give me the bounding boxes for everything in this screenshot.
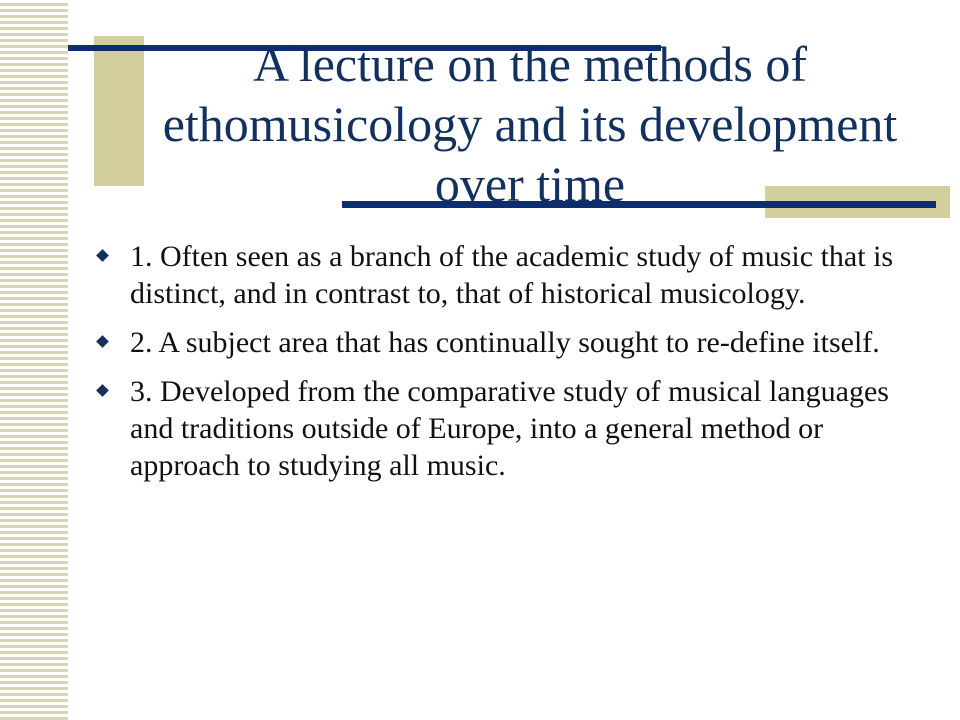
diamond-bullet-icon [96, 249, 109, 262]
diamond-bullet-icon [96, 335, 109, 348]
slide-title: A lecture on the methods of ethomusicology and its development over time [162, 36, 898, 212]
bullet-item [96, 238, 916, 312]
bullet-item [96, 324, 916, 361]
bullet-item [96, 373, 916, 484]
diamond-bullet-icon [96, 384, 109, 397]
bullet-text: 3. Developed from the comparative study of musical languages and traditions outside of Europe, into a general method or approach to studying all music. [130, 375, 889, 482]
tan-accent-block-left [94, 36, 144, 186]
bullet-text: 2. A subject area that has continually sought to re-define itself. [130, 326, 880, 359]
bullet-list [96, 238, 916, 496]
bullet-text: 1. Often seen as a branch of the academic study of music that is distinct, and in contrast to, that of historical musicology. [130, 240, 894, 310]
striped-side-band [0, 0, 68, 720]
